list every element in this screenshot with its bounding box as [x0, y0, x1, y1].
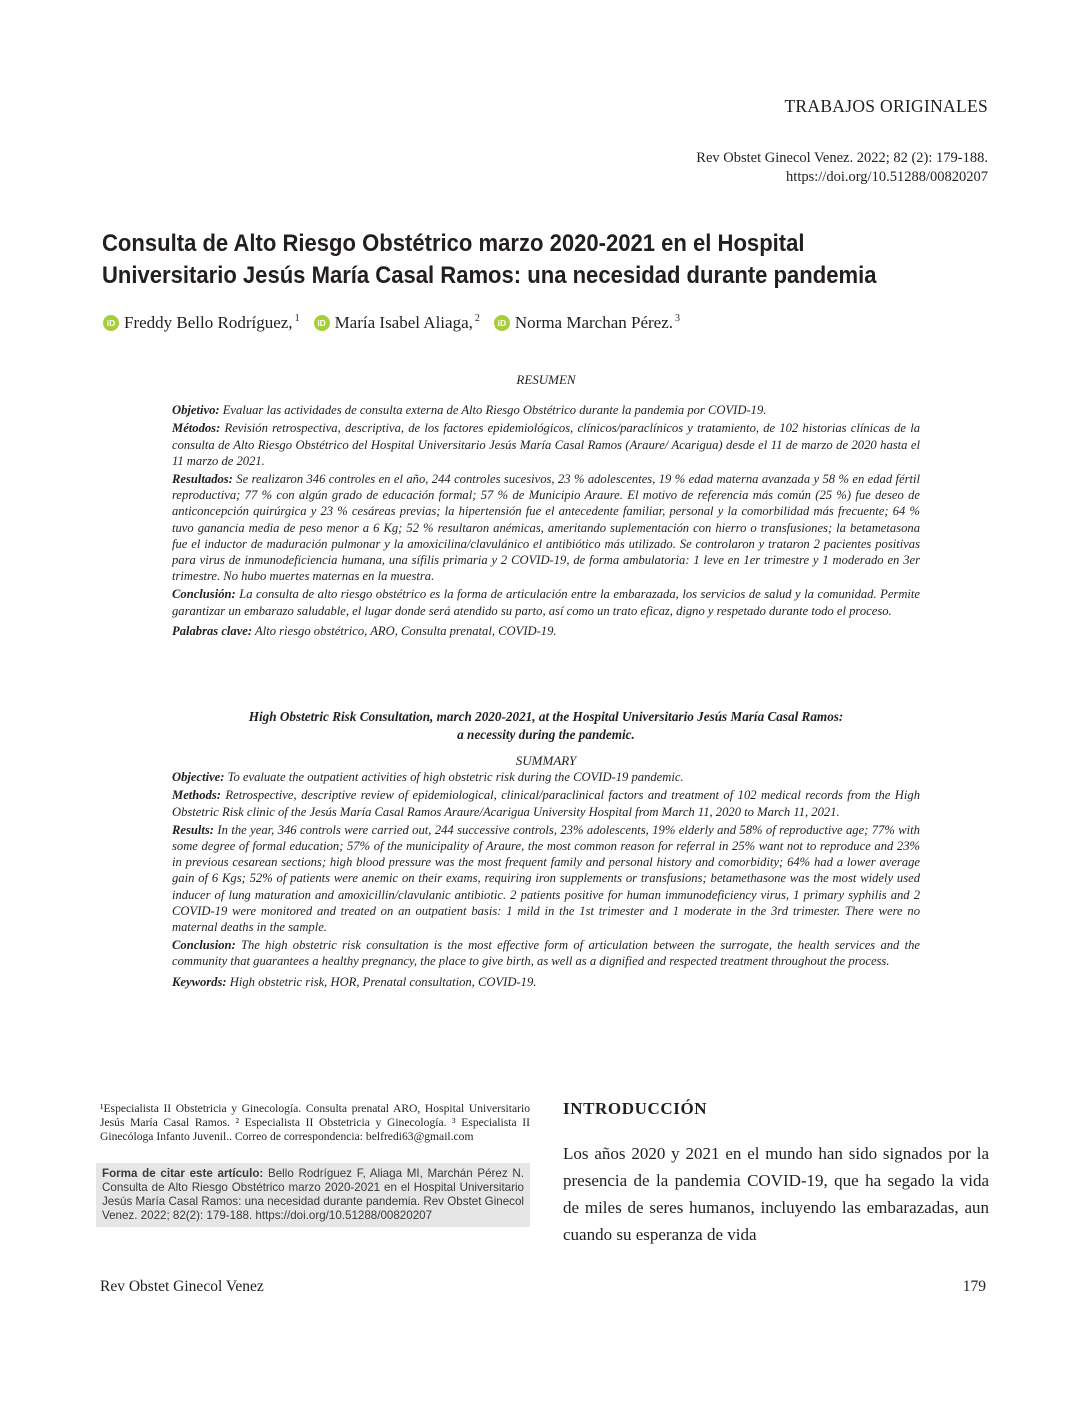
- label: Métodos:: [172, 421, 221, 436]
- label: Objective:: [172, 770, 225, 785]
- label: Objetivo:: [172, 403, 220, 418]
- citation-volume: Rev Obstet Ginecol Venez. 2022; 82 (2): 179-188.: [696, 150, 988, 166]
- orcid-icon[interactable]: iD: [103, 315, 119, 331]
- affiliation-footnotes: ¹Especialista II Obstetricia y Ginecología. Consulta prenatal ARO, Hospital Universitario Jesús María Casal Ramos. ² Especialista II Obstetricia y Ginecología. ³ Especialista II Ginecóloga Infanto Juvenil.. Correo de correspondencia: belfredi63@gmail.com: [100, 1102, 530, 1144]
- resumen-conclusion: [172, 586, 920, 618]
- doi-link[interactable]: https://doi.org/10.51288/00820207: [786, 169, 988, 185]
- label: Palabras clave:: [172, 623, 253, 638]
- cite-label: Forma de citar este artículo:: [102, 1167, 264, 1180]
- text: To evaluate the outpatient activities of high obstetric risk during the COVID-19 pandemic.: [227, 770, 684, 785]
- resumen-block: [172, 372, 920, 641]
- summary-title-line-1: High Obstetric Risk Consultation, march 2020-2021, at the Hospital Universitario Jesús María Casal Ramos:: [248, 709, 844, 724]
- orcid-icon[interactable]: iD: [494, 315, 510, 331]
- text: Evaluar las actividades de consulta externa de Alto Riesgo Obstétrico durante la pandemia por COVID-19.: [222, 403, 767, 418]
- how-to-cite-box: [96, 1163, 530, 1227]
- summary-conclusion: [172, 937, 920, 969]
- author-list: [103, 313, 694, 333]
- introduction-text: Los años 2020 y 2021 en el mundo han sido signados por la presencia de la pandemia COVID-19, que ha segado la vida de miles de seres humanos, incluyendo las embarazadas, aun cuando su esperanza de vida: [563, 1144, 989, 1244]
- label: Conclusion:: [172, 938, 236, 953]
- resumen-objetivo: [172, 402, 920, 418]
- author-name: Freddy Bello Rodríguez,: [124, 313, 293, 332]
- text: Retrospective, descriptive review of epidemiological, clinical/paraclinical factors and treatment of 102 medical records from the High Obstetric Risk clinic of the Jesús María Casal Ramos Araure/Acarigua University Hospital from March 11, 2020 to March 11, 2021.: [172, 788, 920, 819]
- label: Conclusión:: [172, 587, 236, 602]
- article-title: [102, 228, 894, 292]
- author-affiliation: 2: [474, 312, 480, 324]
- author-name: Norma Marchan Pérez.: [514, 313, 673, 332]
- author-affiliation: 3: [675, 312, 680, 324]
- section-label: TRABAJOS ORIGINALES: [784, 96, 988, 116]
- text: High obstetric risk, HOR, Prenatal consultation, COVID-19.: [229, 974, 537, 989]
- summary-keywords: [172, 974, 920, 990]
- resumen-heading: RESUMEN: [516, 372, 576, 387]
- resumen-resultados: [172, 471, 920, 584]
- footer-journal: Rev Obstet Ginecol Venez: [100, 1278, 264, 1295]
- label: Keywords:: [172, 974, 227, 989]
- text: Revisión retrospectiva, descriptiva, de los factores epidemiológicos, clínicos/paraclínicos y tratamiento, de 102 historias clínicas de la consulta de Alto Riesgo Obstétrico del Hospital Universitario Jesús María Casal Ramos (Araure/ Acarigua) desde el 11 de marzo de 2020 hasta el 11 marzo de 2021.: [172, 421, 920, 468]
- label: Methods:: [172, 788, 221, 803]
- page-number: 179: [962, 1278, 986, 1295]
- cite-text: Bello Rodríguez F, Aliaga MI, Marchán Pérez N. Consulta de Alto Riesgo Obstétrico marzo 2020-2021 en el Hospital Universitario Jesús María Casal Ramos: una necesidad durante pandemia. Rev Obstet Ginecol Venez. 2022; 82(2): 179-188. https://doi.org/10.51288/00820207: [102, 1167, 524, 1222]
- summary-block: [172, 708, 920, 992]
- author-affiliation: 1: [294, 312, 300, 324]
- author-name: María Isabel Aliaga,: [334, 313, 473, 332]
- summary-results: [172, 822, 920, 935]
- text: Se realizaron 346 controles en el año, 244 controles sucesivos, 23 % adolescentes, 19 % edad materna avanzada y 58 % en edad fértil reproductiva; 77 % con algún grado de educación formal; 57 % de Municipio Araure. El motivo de referencia más común (25 %) fue deseo de anticoncepción quirúrgica y 23 % cesáreas previas; la hipertensión fue el antecedente familiar, personal y la comorbilidad más frecuente; 64 % tuvo ganancia media de peso menor a 6 Kg; 52 % resultaron anémicas, ameritando suplementación con hierro o transfusiones; la betametasona fue el inductor de maduración pulmonar y la amoxicilina/clavulánico el antibiótico más utilizado. Se controlaron y trataron 2 pacientes positivas para virus de inmunodeficiencia humana, una sífilis primaria y 2 COVID-19, de forma ambulatoria: 1 leve en 1er trimestre y 1 moderado en 3er trimestre. No hubo muertes maternas en la muestra.: [172, 472, 921, 584]
- author-3: [494, 313, 680, 333]
- summary-methods: [172, 787, 920, 819]
- author-2: [314, 313, 480, 333]
- title-line-2: Universitario Jesús María Casal Ramos: una necesidad durante pandemia: [102, 262, 877, 289]
- orcid-icon[interactable]: iD: [314, 315, 330, 331]
- text: In the year, 346 controls were carried out, 244 successive controls, 23% adolescents, 19% elderly and 58% of reproductive age; 77% with some degree of formal education; 57% of the municipality of Araure, the most common reason for referral in 25% want not to reproduce and 23% in previous cesarean sections; high blood pressure was the most frequent family and personal history and comorbidity; 64% had a lower average gain of 6 Kgs; 52% of patients were anemic on their exams, requiring iron supplements or transfusions; betamethasone was the most widely used inducer of lung maturation and amoxicillin/clavulanic antibiotic. 2 patients positive for human immunodeficiency virus, 1 primary syphilis and 2 COVID-19 were monitored and treated on an outpatient basis: 1 mild in the 1st trimester and 1 moderate in the 3rd trimester. There were no maternal deaths in the sample.: [172, 822, 920, 935]
- label: Results:: [172, 822, 214, 837]
- author-1: [103, 313, 300, 333]
- text: The high obstetric risk consultation is the most effective form of articulation between the surrogate, the health services and the community that guarantees a healthy pregnancy, the place to give birth, as well as a dignified and respected treatment throughout the process.: [172, 938, 920, 969]
- resumen-keywords: [172, 623, 920, 639]
- text: Alto riesgo obstétrico, ARO, Consulta prenatal, COVID-19.: [255, 623, 557, 638]
- title-line-1: Consulta de Alto Riesgo Obstétrico marzo 2020-2021 en el Hospital: [102, 230, 805, 257]
- summary-title-line-2: a necessity during the pandemic.: [457, 727, 635, 742]
- summary-heading: SUMMARY: [515, 753, 577, 768]
- label: Resultados:: [172, 472, 233, 487]
- introduction-heading: INTRODUCCIÓN: [563, 1099, 708, 1118]
- summary-objective: [172, 769, 920, 785]
- text: La consulta de alto riesgo obstétrico es la forma de articulación entre la embarazada, los servicios de salud y la comunidad. Permite garantizar un embarazo saludable, el lugar donde será atendido su parto, así como un trato eficaz, digno y respetado durante todo el proceso.: [172, 587, 920, 618]
- resumen-metodos: [172, 420, 920, 469]
- journal-citation: [696, 149, 988, 187]
- summary-title: [172, 708, 920, 744]
